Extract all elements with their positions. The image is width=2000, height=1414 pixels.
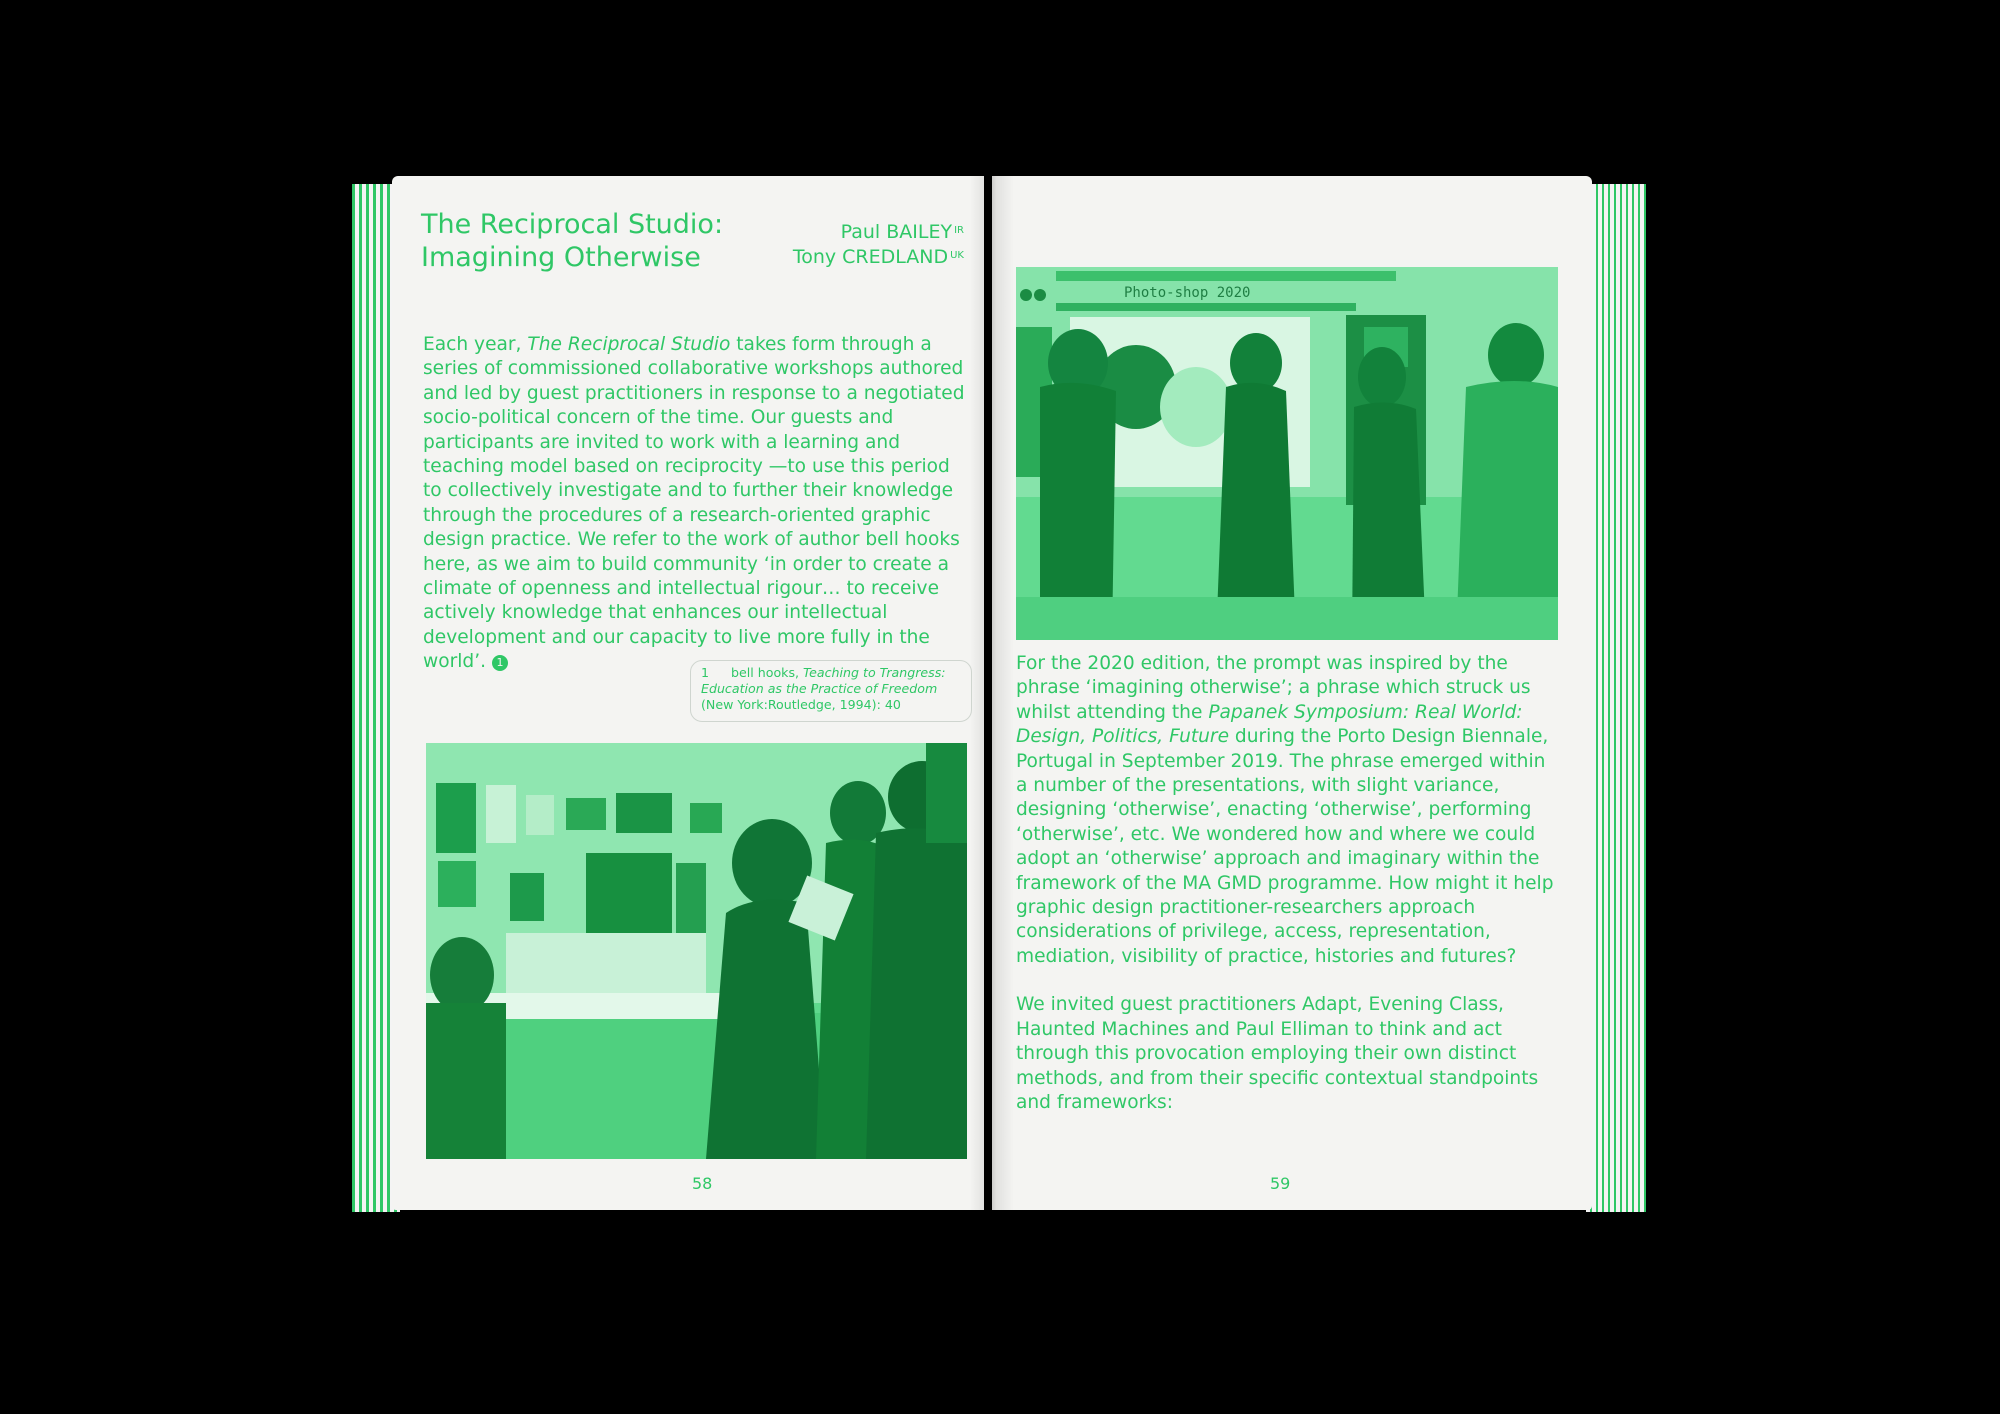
workshop-photo-left-image (426, 743, 967, 1159)
photo-caption: Photo-shop 2020 (1124, 285, 1251, 301)
footnote: 1 bell hooks, Teaching to Trangress: Education as the Practice of Freedom (New York:Routledge, 1994): 40 (690, 660, 972, 722)
author-block (793, 220, 964, 270)
book-gutter (970, 176, 1014, 1210)
title-line-2: Imagining Otherwise (421, 242, 701, 273)
intro-paragraph: Each year, The Reciprocal Studio takes form through a series of commissioned collaborative workshops authored and led by guest practitioners in response to a negotiated socio-political concern of the time. Our guests and participants are invited to work with a learning and teaching model based on reciprocity —to use this period to collectively investigate and to further their knowledge through the procedures of a research-oriented graphic design practice. We refer to the work of author bell hooks here, as we aim to build community ‘in order to create a climate of openness and intellectual rigour… to receive actively knowledge that enhances our intellectual development and our capacity to live more fully in the world’. 1 (423, 334, 965, 673)
right-page-edges (1586, 184, 1646, 1212)
footnote-book: Teaching to Trangress: Education as the Practice of Freedom (701, 665, 946, 696)
title-line-1: The Reciprocal Studio: (421, 209, 724, 240)
author-2-country: UK (950, 250, 964, 261)
footnote-publication: (New York:Routledge, 1994): 40 (701, 697, 901, 712)
page-number-left: 58 (692, 1174, 713, 1193)
workshop-photo-right (1016, 267, 1558, 640)
footnote-marker: 1 (492, 655, 508, 671)
page-number-right: 59 (1270, 1174, 1291, 1193)
author-1: Paul BAILEY $^{IR}$ (840, 221, 964, 243)
workshop-photo-left (426, 743, 967, 1159)
symposium-name: Papanek Symposium: Real World: Design, Politics, Future (1016, 701, 1523, 748)
edition-paragraph: For the 2020 edition, the prompt was inspired by the phrase ‘imagining otherwise’; a phrase which struck us whilst attending the Papanek Symposium: Real World: Design, Politics, Future during the Porto Design Biennale, Portugal in September 2019. The phrase emerged within a number of the presentations, with slight variance, designing ‘otherwise’, enacting ‘otherwise’, performing ‘otherwise’, etc. We wondered how and where we could adopt an ‘otherwise’ approach and imaginary within the framework of the MA GMD programme. How might it help graphic design practitioner-researchers approach considerations of privilege, access, representation, mediation, visibility of practice, histories and futures? (1016, 653, 1554, 967)
author-1-country: IR (954, 225, 964, 236)
author-2: Tony CREDLAND $^{UK}$ (792, 246, 964, 268)
footnote-number: 1 (701, 665, 710, 680)
page-title (421, 208, 781, 274)
workshop-photo-right-image (1016, 267, 1558, 640)
studio-name: The Reciprocal Studio (527, 334, 731, 355)
guests-paragraph: We invited guest practitioners Adapt, Evening Class, Haunted Machines and Paul Elliman to think and act through this provocation employing their own distinct methods, and from their specific contextual standpoints and frameworks: (1016, 994, 1539, 1113)
edition-text (1016, 652, 1562, 1139)
